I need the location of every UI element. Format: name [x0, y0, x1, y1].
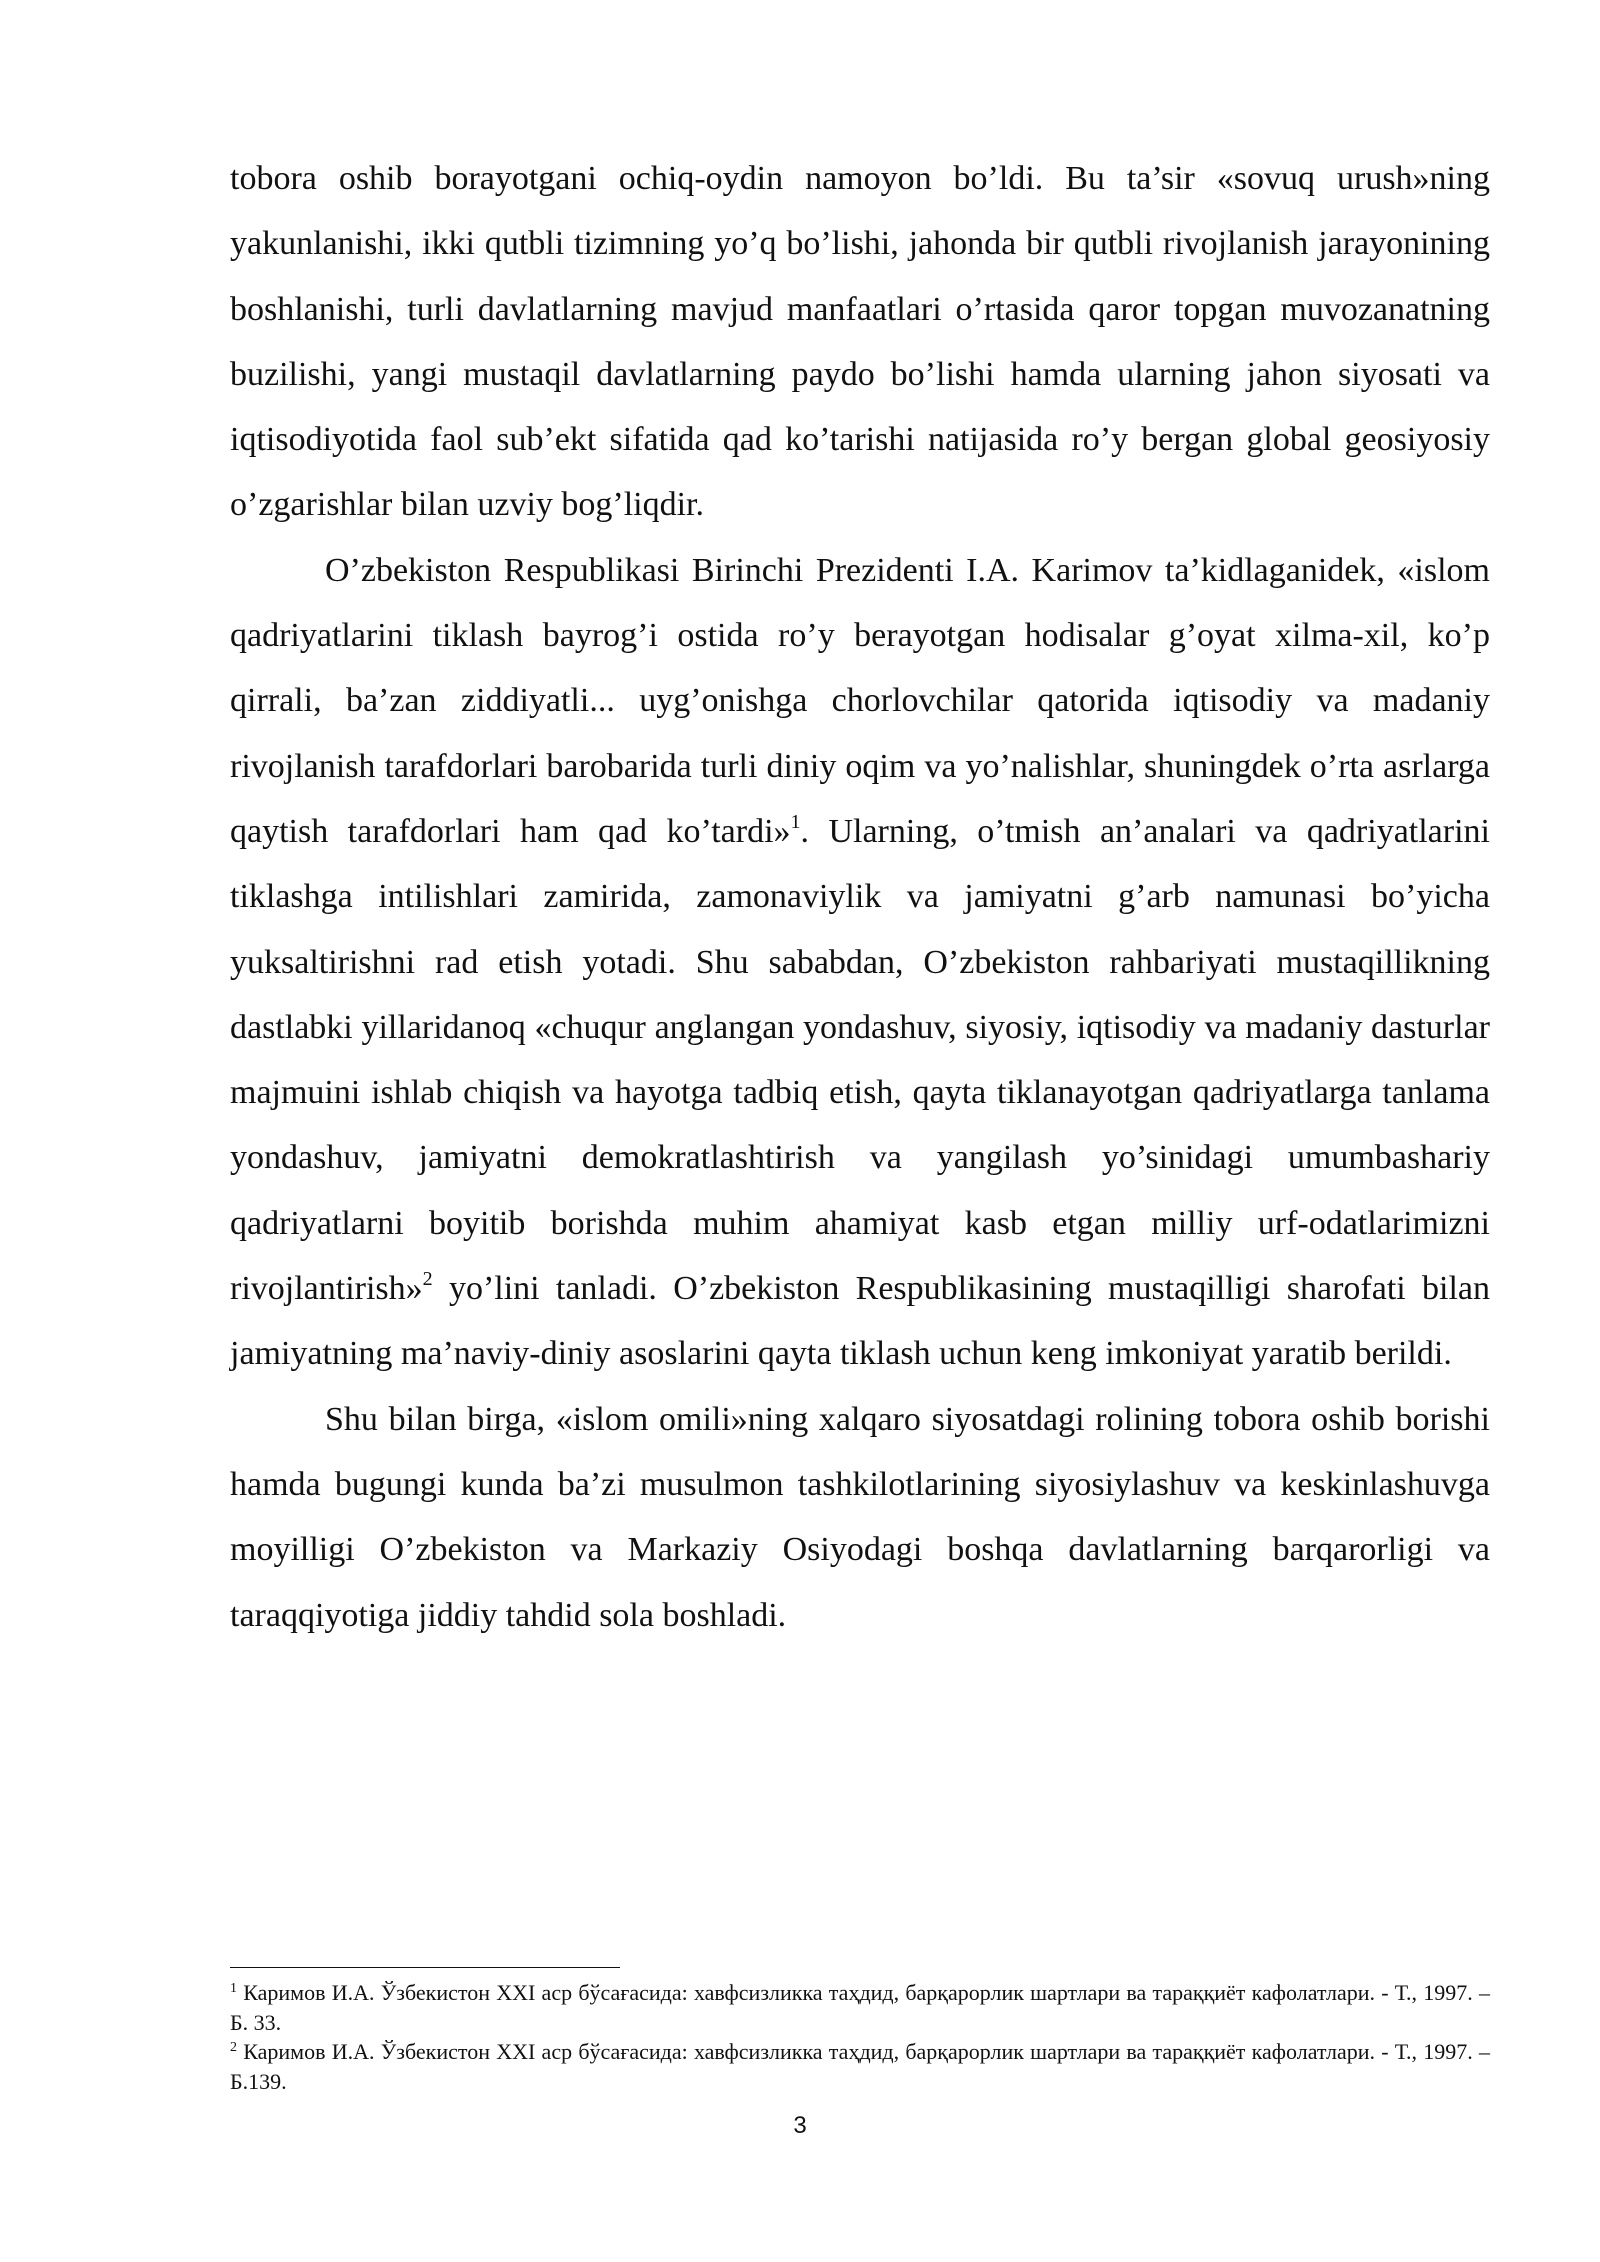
footnote-mark: 1: [230, 1981, 237, 1996]
paragraph-3: [230, 1387, 1490, 1648]
page-number: 3: [793, 2112, 807, 2139]
paragraph-text: O’zbekiston Respublikasi Birinchi Prezidenti I.A. Karimov ta’kidlaganidek, «islom qadriyatlarini tiklash bayrog’i ostida ro’y berayotgan hodisalar g’oyat xilma-xil, ko’p qirrali, ba’zan ziddiyatli... uyg’onishga chorlovchilar qatorida iqtisodiy va madaniy rivojlanish tarafdorlari barobarida turli diniy oqim va yo’nalishlar, shuningdek o’rta asrlarga qaytish tarafdorlari ham qad ko’tardi»: [230, 551, 1490, 850]
paragraph-text: . Ularning, o’tmish an’analari va qadriyatlarini tiklashga intilishlari zamirida, zamonaviylik va jamiyatni g’arb namunasi bo’yicha yuksaltirishni rad etish yotadi. Shu sababdan, O’zbekiston rahbariyati mustaqillikning dastlabki yillaridanoq «chuqur anglangan yondashuv, siyosiy, iqtisodiy va madaniy dasturlar majmuini ishlab chiqish va hayotga tadbiq etish, qayta tiklanayotgan qadriyatlarga tanlama yondashuv, jamiyatni demokratlashtirish va yangilash yo’sinidagi umumbashariy qadriyatlarni boyitib borishda muhim ahamiyat kasb etgan milliy urf-odatlarimizni rivojlantirish»: [230, 812, 1490, 1308]
paragraph-1: [230, 146, 1490, 538]
footnote-mark: 2: [230, 2040, 237, 2055]
footnotes: [230, 1978, 1490, 2096]
footnote-text: Каримов И.А. Ўзбекистон XXI аср бўсағасида: хавфсизликка таҳдид, барқарорлик шартлари ва тараққиёт кафолатлари. - Т., 1997. – Б.139.: [230, 2039, 1491, 2094]
footnote-ref-1[interactable]: 1: [790, 810, 801, 833]
paragraph-text: Shu bilan birga, «islom omili»ning xalqaro siyosatdagi rolining tobora oshib borishi hamda bugungi kunda ba’zi musulmon tashkilotlarining siyosiylashuv va keskinlashuvga moyilligi O’zbekiston va Markaziy Osiyodagi boshqa davlatlarning barqarorligi va taraqqiyotiga jiddiy tahdid sola boshladi.: [230, 1400, 1490, 1634]
footnote-1: [230, 1978, 1490, 2037]
footnote-separator: [230, 1967, 620, 1968]
paragraph-text: tobora oshib borayotgani ochiq-oydin namoyon bo’ldi. Bu ta’sir «sovuq urush»ning yakunlanishi, ikki qutbli tizimning yo’q bo’lishi, jahonda bir qutbli rivojlanish jarayonining boshlanishi, turli davlatlarning mavjud manfaatlari o’rtasida qaror topgan muvozanatning buzilishi, yangi mustaqil davlatlarning paydo bo’lishi hamda ularning jahon siyosati va iqtisodiyotida faol sub’ekt sifatida qad ko’tarishi natijasida ro’y bergan global geosiyosiy o’zgarishlar bilan uzviy bog’liqdir.: [230, 160, 1490, 524]
paragraph-2: [230, 538, 1490, 1387]
footnote-2: [230, 2037, 1490, 2096]
footnote-ref-2[interactable]: 2: [422, 1268, 433, 1291]
paragraph-text: yo’lini tanladi. O’zbekiston Respublikasining mustaqilligi sharofati bilan jamiyatning ma’naviy-diniy asoslarini qayta tiklash uchun keng imkoniyat yaratib berildi.: [230, 1270, 1490, 1373]
body-text: [230, 146, 1490, 1648]
footnote-text: Каримов И.А. Ўзбекистон XXI аср бўсағасида: хавфсизликка таҳдид, барқарорлик шартлари ва тараққиёт кафолатлари. - Т., 1997. – Б. 33.: [230, 1980, 1491, 2035]
